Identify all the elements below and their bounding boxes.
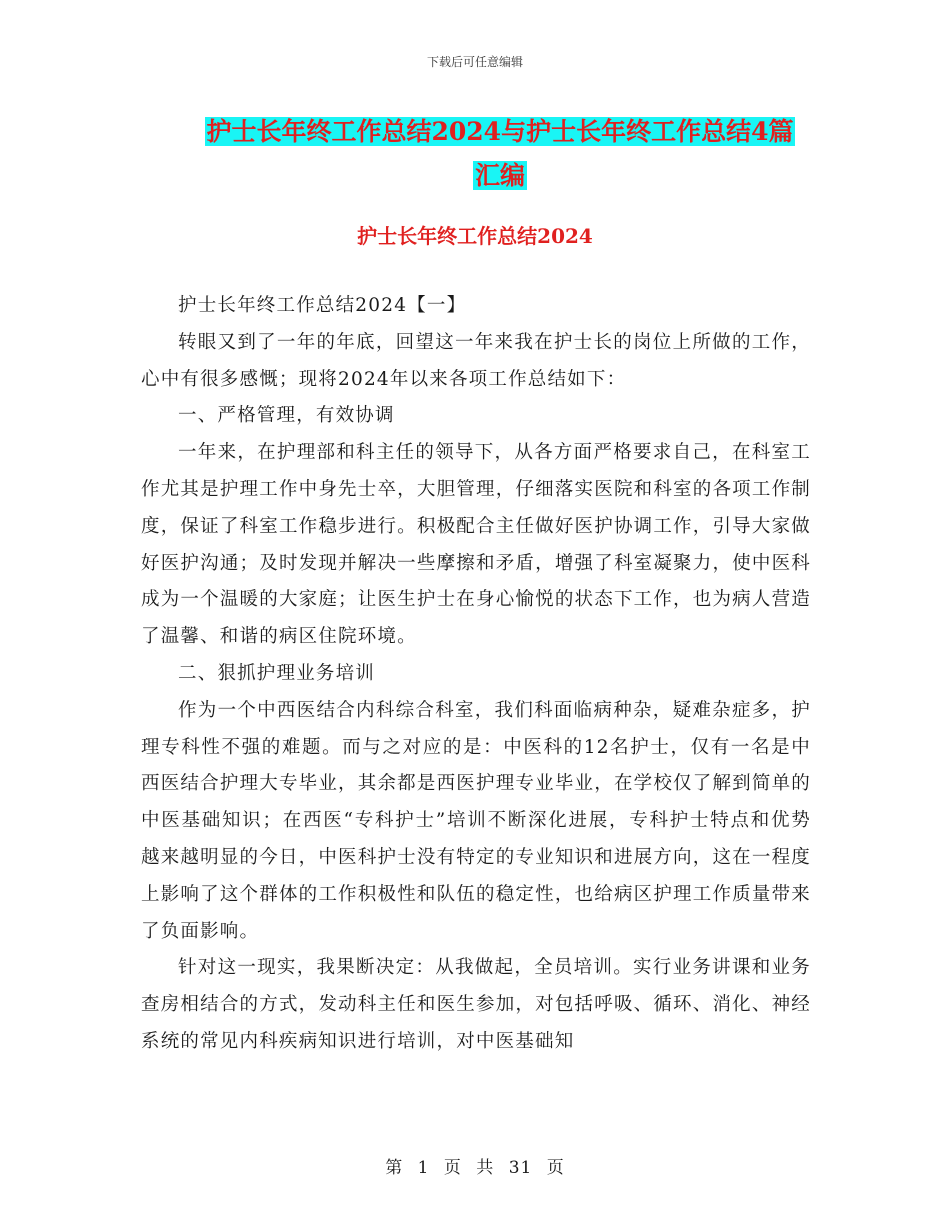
heading-training: 二、狠抓护理业务培训 [178,662,376,684]
section-title: 护士长年终工作总结2024 [357,224,593,248]
footer-page-number: 1 [417,1158,430,1178]
footer-total-pages: 31 [508,1158,533,1178]
document-title [185,110,815,198]
footer-total-unit: 页 [546,1158,565,1178]
paragraph-management: 一年来，在护理部和科主任的领导下，从各方面严格要求自己，在科室工作尤其是护理工作中身先士卒，大胆管理，仔细落实医院和科室的各项工作制度，保证了科室工作稳步进行。积极配合主任做好医护协调工作，引导大家做好医护沟通；及时发现并解决一些摩擦和矛盾，增强了科室凝聚力，使中医科成为一个温暖的大家庭；让医生护士在身心愉悦的状态下工作，也为病人营造了温馨、和谐的病区住院环境。 [141,442,811,648]
paragraph-intro: 转眼又到了一年的年底，回望这一年来我在护士长的岗位上所做的工作，心中有很多感慨；现将2024年以来各项工作总结如下： [141,331,811,390]
page-footer [0,1153,950,1178]
footer-page-unit: 页 [443,1158,462,1178]
header-note: 下载后可任意编辑 [426,55,523,69]
paragraph-subtitle: 护士长年终工作总结2024【一】 [178,295,467,316]
footer-total-prefix: 共 [476,1158,495,1178]
heading-management: 一、严格管理，有效协调 [178,405,395,427]
paragraph-action: 针对这一现实，我果断决定：从我做起，全员培训。实行业务讲课和业务查房相结合的方式，发动科主任和医生参加，对包括呼吸、循环、消化、神经系统的常见内科疾病知识进行培训，对中医基础知 [141,957,811,1052]
body-text [141,288,811,1061]
paragraph-training: 作为一个中西医结合内科综合科室，我们科面临病种杂，疑难杂症多，护理专科性不强的难题。而与之对应的是：中医科的12名护士，仅有一名是中西医结合护理大专毕业，其余都是西医护理专业毕业，在学校仅了解到简单的中医基础知识；在西医“专科护士”培训不断深化进展，专科护士特点和优势越来越明显的今日，中医科护士没有特定的专业知识和进展方向，这在一程度上影响了这个群体的工作积极性和队伍的稳定性，也给病区护理工作质量带来了负面影响。 [141,699,811,942]
title-line-2: 汇编 [474,161,525,190]
footer-prefix: 第 [385,1158,404,1178]
title-line-1: 护士长年终工作总结2024与护士长年终工作总结4篇 [206,117,794,146]
